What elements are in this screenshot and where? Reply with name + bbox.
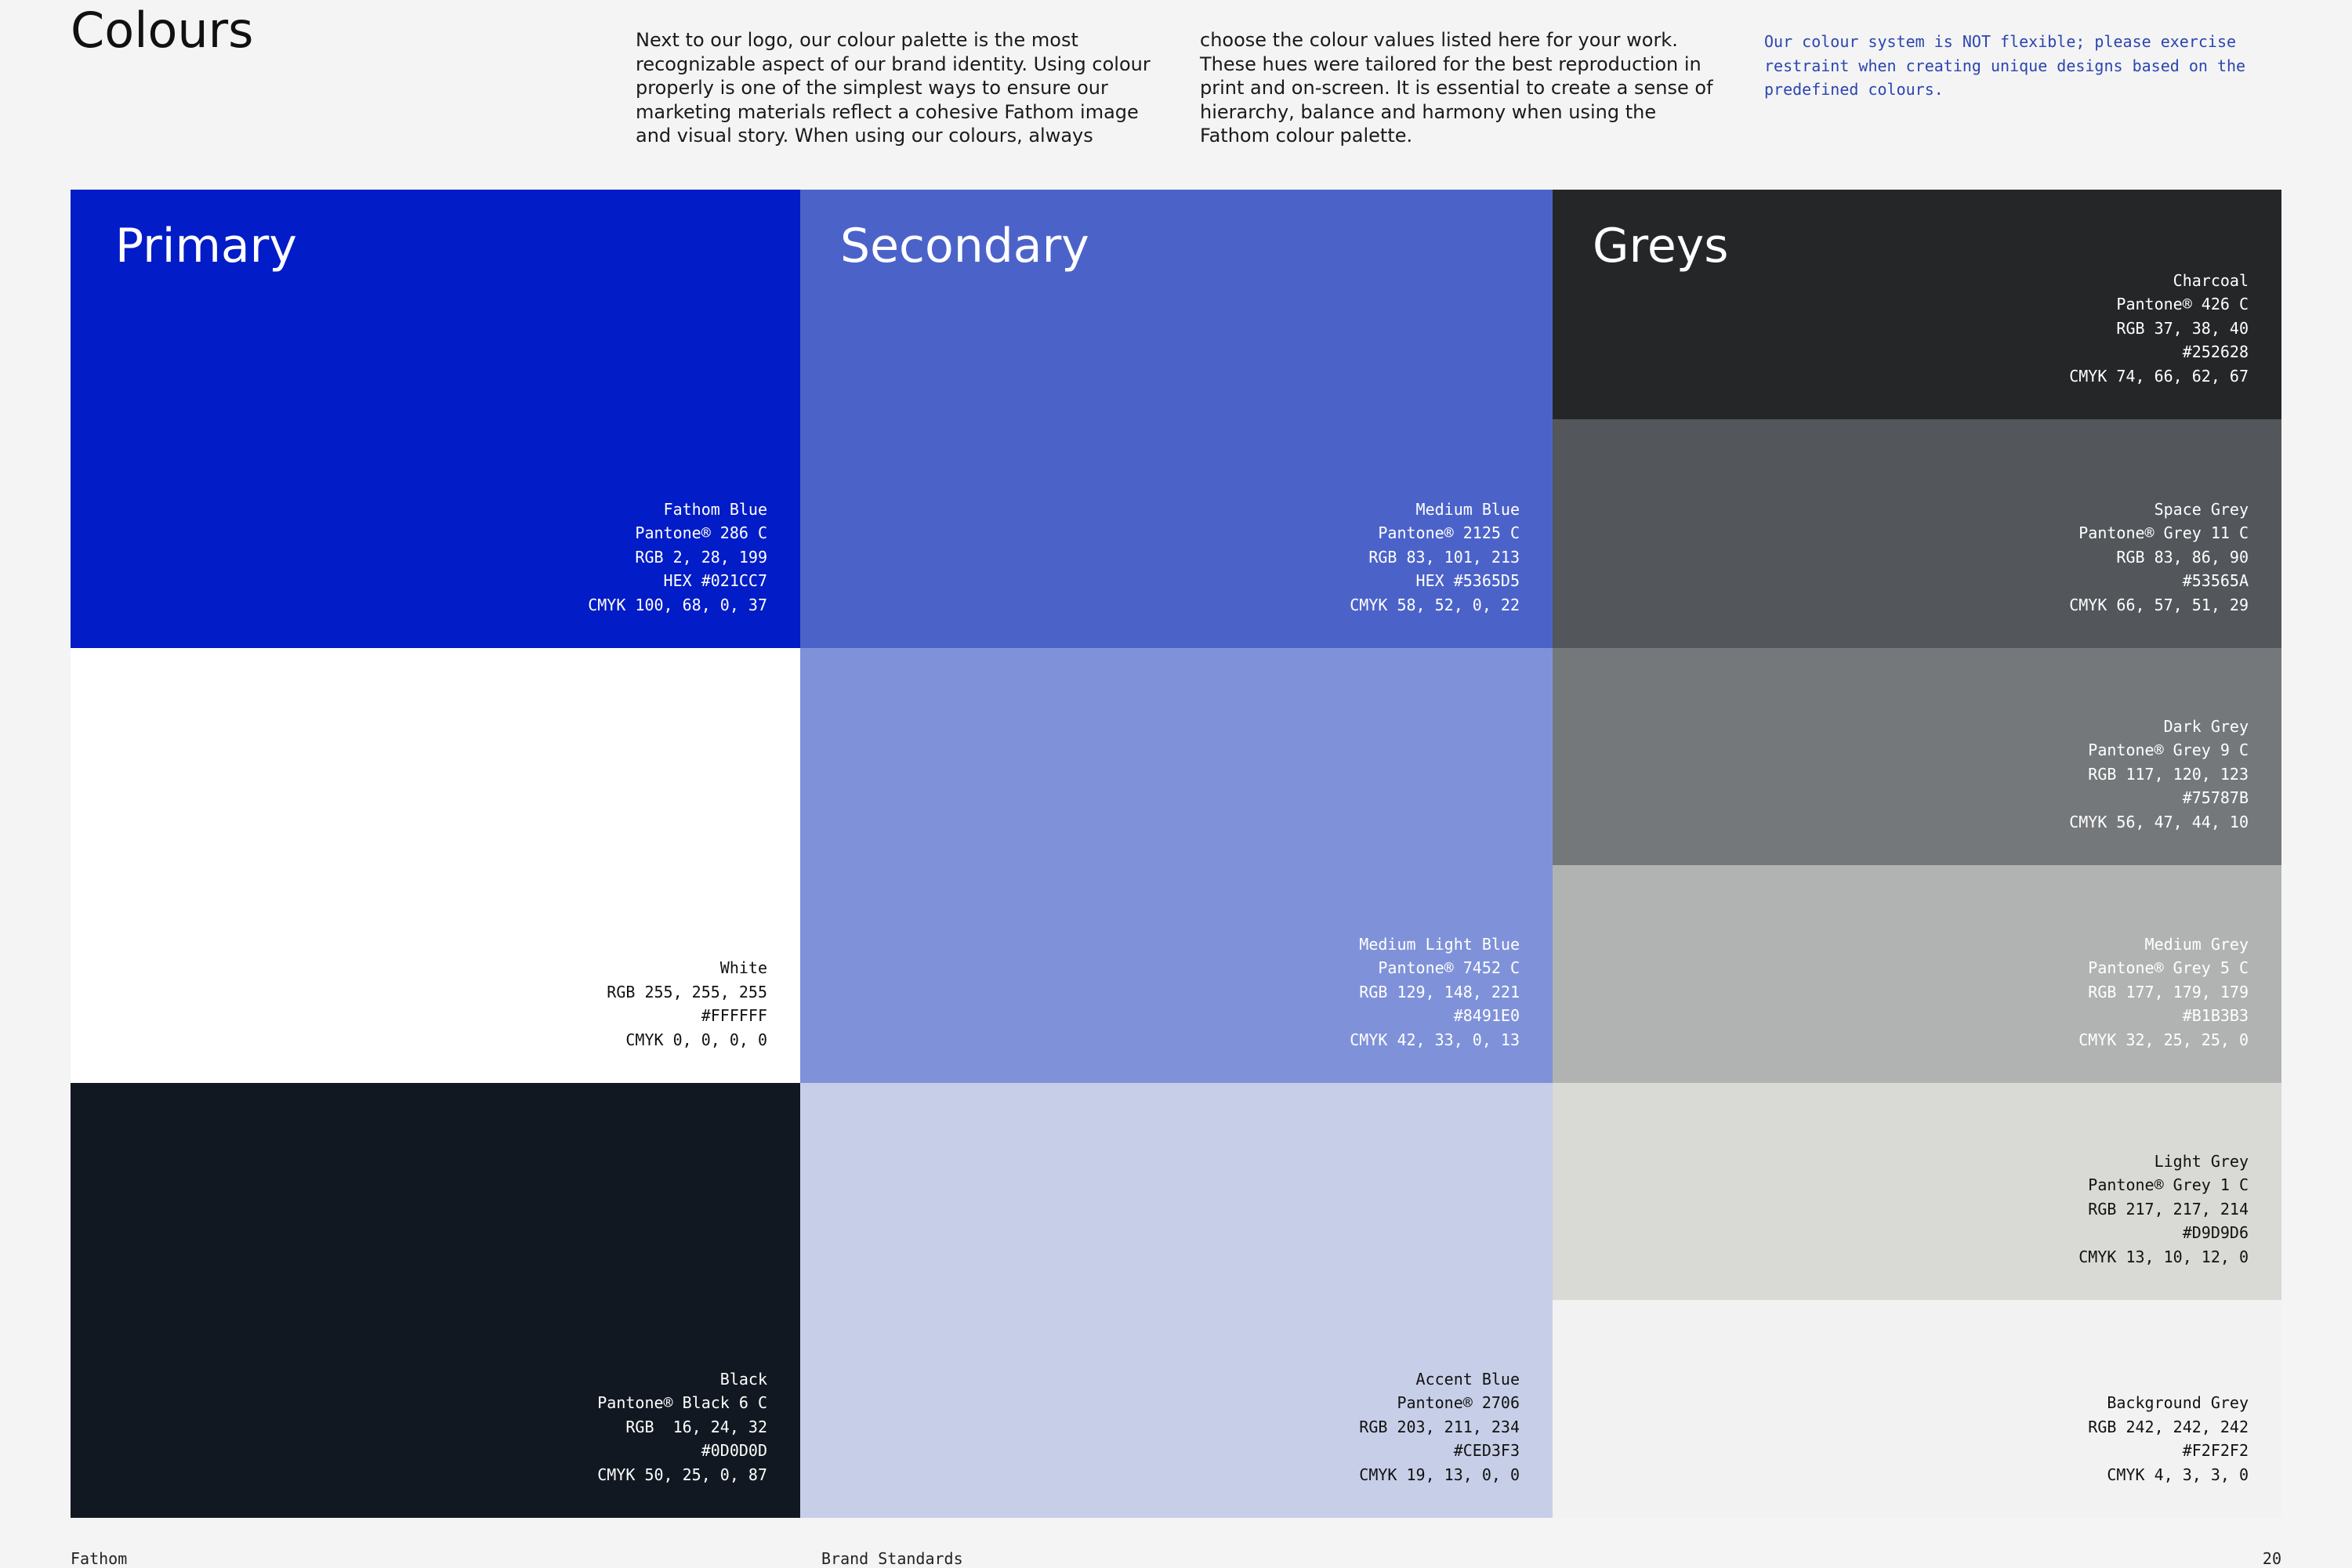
swatch-info <box>1359 1367 1520 1487</box>
swatch-value: CMYK 42, 33, 0, 13 <box>1350 1030 1520 1049</box>
footer-brand: Fathom <box>71 1549 128 1568</box>
swatch-value: RGB 203, 211, 234 <box>1359 1417 1520 1436</box>
swatch-value: CMYK 56, 47, 44, 10 <box>2069 812 2249 831</box>
swatch-value: RGB 16, 24, 32 <box>625 1417 767 1436</box>
swatch <box>71 648 800 1083</box>
swatch-value: #0D0D0D <box>701 1441 767 1461</box>
column-title-greys: Greys <box>1593 219 1729 273</box>
swatch-value: CMYK 19, 13, 0, 0 <box>1359 1465 1520 1484</box>
swatch-name: Space Grey <box>2154 499 2249 519</box>
swatch-value: CMYK 66, 57, 51, 29 <box>2069 595 2249 614</box>
swatch-value: #53565A <box>2182 571 2249 591</box>
footer-page-number: 20 <box>2262 1549 2281 1568</box>
swatch-value: RGB 83, 86, 90 <box>2116 547 2249 567</box>
swatch-name: Light Grey <box>2154 1151 2249 1171</box>
swatch-name: Fathom Blue <box>663 499 767 519</box>
primary-column <box>71 190 800 1518</box>
swatch-name: White <box>719 958 767 978</box>
swatch-info <box>2088 1391 2249 1487</box>
swatch-value: Pantone® 286 C <box>635 523 767 543</box>
swatch-value: RGB 177, 179, 179 <box>2088 982 2249 1001</box>
swatch-value: CMYK 50, 25, 0, 87 <box>597 1465 767 1484</box>
swatch-info <box>2069 715 2249 834</box>
greys-column <box>1553 190 2281 1518</box>
swatch <box>1553 419 2281 648</box>
swatch-value: Pantone® Black 6 C <box>597 1393 767 1413</box>
swatch-info <box>1350 932 1520 1052</box>
footer-title: Brand Standards <box>821 1549 963 1568</box>
intro-text-column-1: Next to our logo, our colour palette is the most recognizable aspect of our brand identity. Using colour properly is one of the simplest ways to ensure our marketing materials reflect a cohesive Fathom image and visual story. When using our colours, always <box>636 29 1151 147</box>
swatch <box>1553 865 2281 1083</box>
swatch-value: #F2F2F2 <box>2182 1441 2249 1461</box>
swatch-value: #D9D9D6 <box>2182 1223 2249 1243</box>
swatch <box>1553 1083 2281 1300</box>
swatch <box>71 1083 800 1518</box>
swatch-value: #252628 <box>2182 342 2249 362</box>
swatch-value: Pantone® 2125 C <box>1378 523 1520 543</box>
swatch-info <box>607 956 767 1052</box>
swatch-info <box>2078 1150 2249 1269</box>
swatch-value: Pantone® Grey 11 C <box>2078 523 2249 543</box>
swatch-info <box>588 498 767 617</box>
swatch-value: Pantone® 426 C <box>2116 295 2249 314</box>
swatch-value: RGB 242, 242, 242 <box>2088 1417 2249 1436</box>
swatch-value: CMYK 4, 3, 3, 0 <box>2107 1465 2249 1484</box>
swatch-value: Pantone® Grey 5 C <box>2088 958 2249 978</box>
swatch-name: Charcoal <box>2173 270 2249 290</box>
swatch <box>1553 1300 2281 1518</box>
column-title-secondary: Secondary <box>840 219 1089 273</box>
swatch-value: CMYK 13, 10, 12, 0 <box>2078 1247 2249 1266</box>
swatch-value: RGB 217, 217, 214 <box>2088 1199 2249 1219</box>
swatch-value: CMYK 100, 68, 0, 37 <box>588 595 767 614</box>
swatch-info <box>2069 269 2249 388</box>
swatch <box>800 1083 1553 1518</box>
swatch-value: CMYK 0, 0, 0, 0 <box>625 1030 767 1049</box>
swatch-value: HEX #021CC7 <box>663 571 767 591</box>
swatch <box>800 648 1553 1083</box>
secondary-column <box>800 190 1553 1518</box>
usage-note: Our colour system is NOT flexible; please exercise restraint when creating unique designs based on the predefined colours. <box>1764 32 2246 99</box>
swatch-name: Medium Grey <box>2144 934 2249 954</box>
swatch-value: RGB 83, 101, 213 <box>1368 547 1520 567</box>
swatch-name: Black <box>719 1369 767 1389</box>
swatch-value: RGB 2, 28, 199 <box>635 547 767 567</box>
swatch-value: #CED3F3 <box>1453 1441 1520 1461</box>
swatch-value: Pantone® Grey 1 C <box>2088 1175 2249 1195</box>
swatch-value: Pantone® 2706 <box>1397 1393 1520 1413</box>
swatch-value: CMYK 58, 52, 0, 22 <box>1350 595 1520 614</box>
swatch-name: Background Grey <box>2107 1393 2249 1413</box>
swatch-info <box>1350 498 1520 617</box>
column-title-primary: Primary <box>115 219 297 273</box>
swatch-value: #FFFFFF <box>701 1006 767 1026</box>
swatch-name: Medium Blue <box>1415 499 1520 519</box>
page-title: Colours <box>71 2 254 59</box>
swatch-value: CMYK 32, 25, 25, 0 <box>2078 1030 2249 1049</box>
swatch-value: #B1B3B3 <box>2182 1006 2249 1026</box>
swatch-info <box>2078 932 2249 1052</box>
swatch-info <box>597 1367 767 1487</box>
swatch-value: Pantone® Grey 9 C <box>2088 741 2249 760</box>
swatch-value: RGB 117, 120, 123 <box>2088 764 2249 784</box>
swatch <box>1553 648 2281 865</box>
swatch-value: RGB 129, 148, 221 <box>1359 982 1520 1001</box>
colour-palette-grid <box>71 190 2281 1518</box>
swatch-value: #8491E0 <box>1453 1006 1520 1026</box>
swatch-value: HEX #5365D5 <box>1415 571 1520 591</box>
swatch-name: Dark Grey <box>2163 716 2249 736</box>
swatch-value: #75787B <box>2182 788 2249 808</box>
swatch-info <box>2069 498 2249 617</box>
swatch-value: RGB 255, 255, 255 <box>607 982 767 1001</box>
intro-text-column-2: choose the colour values listed here for your work. These hues were tailored for the best reproduction in print and on-screen. It is essential to create a sense of hierarchy, balance and harmony when using the Fathom colour palette. <box>1200 29 1713 147</box>
swatch-name: Accent Blue <box>1415 1369 1520 1389</box>
swatch-name: Medium Light Blue <box>1359 934 1520 954</box>
swatch-value: Pantone® 7452 C <box>1378 958 1520 978</box>
swatch-value: RGB 37, 38, 40 <box>2116 318 2249 338</box>
swatch-value: CMYK 74, 66, 62, 67 <box>2069 366 2249 386</box>
